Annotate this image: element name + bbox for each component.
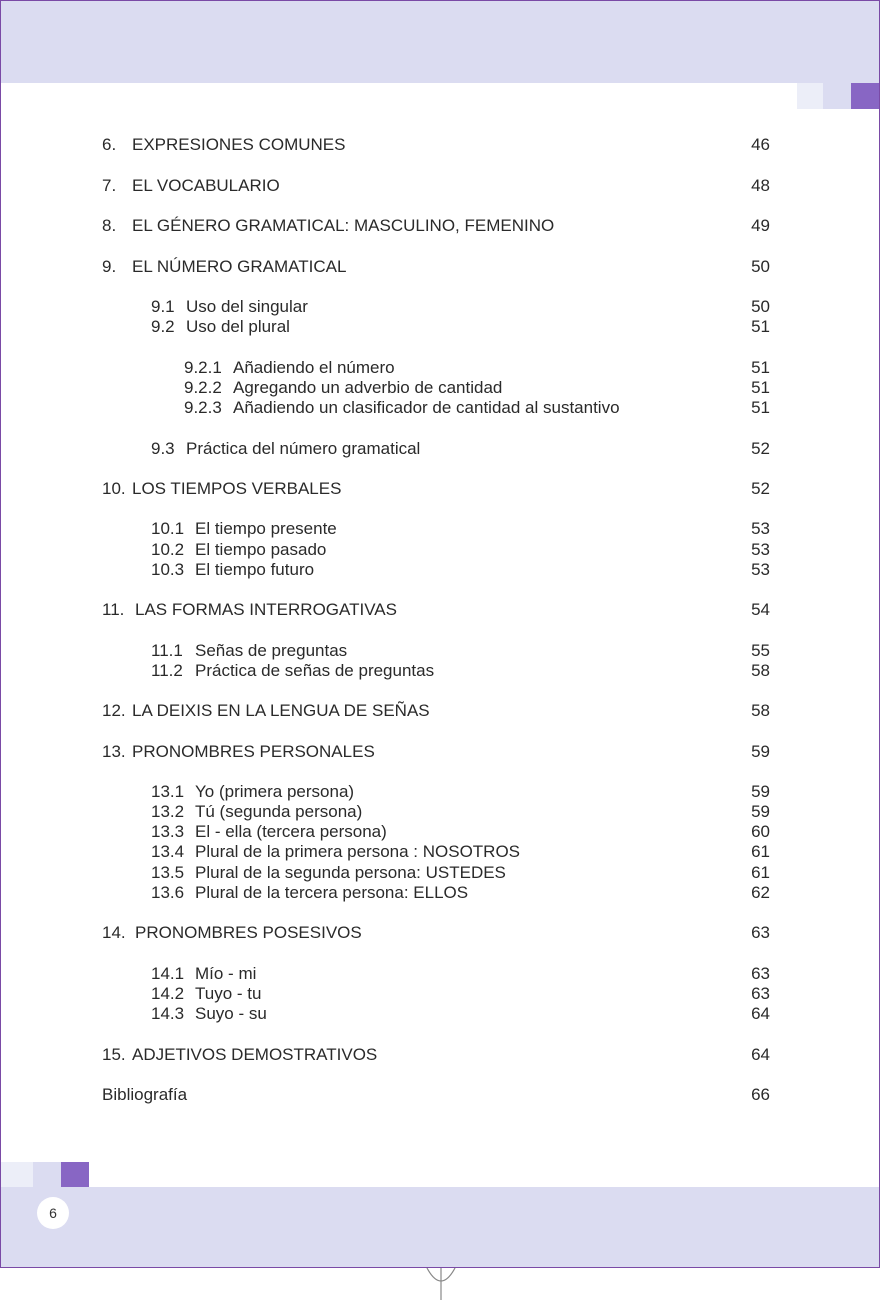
toc-entry-number: 15. bbox=[102, 1045, 126, 1064]
page-number: 6 bbox=[37, 1197, 69, 1229]
toc-entry-number: 12. bbox=[102, 701, 126, 720]
toc-entry bbox=[1, 882, 880, 904]
toc-entry-number: 7. bbox=[102, 176, 117, 195]
toc-entry-number: 9. bbox=[102, 257, 117, 276]
toc-entry-page: 66 bbox=[751, 1085, 770, 1104]
toc-entry-title: El - ella (tercera persona) bbox=[195, 822, 387, 841]
toc-entry-page: 46 bbox=[751, 135, 770, 154]
toc-entry-title: ADJETIVOS DEMOSTRATIVOS bbox=[132, 1045, 378, 1064]
toc-entry-title: Uso del plural bbox=[186, 317, 290, 336]
toc-entry-title: Práctica del número gramatical bbox=[186, 439, 421, 458]
toc-entry bbox=[1, 256, 880, 278]
toc-entry bbox=[1, 397, 880, 419]
toc-entry bbox=[1, 134, 880, 156]
toc-entry-number: 8. bbox=[102, 216, 117, 235]
toc-entry-title: Plural de la tercera persona: ELLOS bbox=[195, 883, 469, 902]
toc-entry-title: LA DEIXIS EN LA LENGUA DE SEÑAS bbox=[132, 701, 430, 720]
toc-entry-number: 9.2.1 bbox=[184, 358, 222, 377]
toc-entry-title: EL VOCABULARIO bbox=[132, 176, 280, 195]
toc-entry-page: 54 bbox=[751, 600, 770, 619]
toc-entry-title: Yo (primera persona) bbox=[195, 782, 355, 801]
toc-entry-number: 13.3 bbox=[151, 822, 185, 841]
toc-entry-title: Tuyo - tu bbox=[195, 984, 262, 1003]
toc-entry bbox=[1, 801, 880, 823]
toc-entry-number: 10.3 bbox=[151, 560, 185, 579]
toc-entry bbox=[1, 296, 880, 318]
toc-entry-number: 6. bbox=[102, 135, 117, 154]
toc-entry-title: PRONOMBRES PERSONALES bbox=[132, 742, 375, 761]
toc-entry bbox=[1, 741, 880, 763]
toc-entry-title: Añadiendo el número bbox=[233, 358, 395, 377]
toc-entry-number: 10.2 bbox=[151, 540, 185, 559]
toc-entry-page: 59 bbox=[751, 802, 770, 821]
toc-entry bbox=[1, 478, 880, 500]
trim-mark-icon bbox=[424, 1268, 458, 1300]
toc-entry-number: 11.2 bbox=[151, 661, 183, 680]
toc-entry-title: Tú (segunda persona) bbox=[195, 802, 363, 821]
toc-entry bbox=[1, 781, 880, 803]
toc-entry bbox=[1, 559, 880, 581]
toc-entry-number: 9.3 bbox=[151, 439, 175, 458]
toc-entry-page: 63 bbox=[751, 964, 770, 983]
toc-entry-number: 13.5 bbox=[151, 863, 185, 882]
toc-entry bbox=[1, 175, 880, 197]
toc-entry-number: 14.1 bbox=[151, 964, 185, 983]
toc-entry-title: PRONOMBRES POSESIVOS bbox=[135, 923, 362, 942]
toc-entry-number: 13.1 bbox=[151, 782, 185, 801]
toc-entry-number: 9.2.3 bbox=[184, 398, 222, 417]
toc-entry-title: Uso del singular bbox=[186, 297, 308, 316]
toc-entry-number: 9.1 bbox=[151, 297, 175, 316]
toc-entry-number: 11. bbox=[102, 600, 125, 619]
footer-deco-square bbox=[33, 1162, 61, 1187]
toc-entry-page: 58 bbox=[751, 701, 770, 720]
toc-entry-title: LAS FORMAS INTERROGATIVAS bbox=[135, 600, 397, 619]
toc-entry-page: 51 bbox=[751, 317, 770, 336]
toc-entry bbox=[1, 660, 880, 682]
toc-entry-page: 64 bbox=[751, 1004, 770, 1023]
toc-entry-page: 52 bbox=[751, 479, 770, 498]
toc-entry-page: 59 bbox=[751, 782, 770, 801]
toc-entry bbox=[1, 640, 880, 662]
toc-entry-page: 55 bbox=[751, 641, 770, 660]
toc-entry-page: 59 bbox=[751, 742, 770, 761]
toc-entry-title: Señas de preguntas bbox=[195, 641, 348, 660]
toc-entry bbox=[1, 438, 880, 460]
toc-entry-page: 51 bbox=[751, 398, 770, 417]
toc-entry-number: 13.2 bbox=[151, 802, 185, 821]
toc-entry bbox=[1, 862, 880, 884]
toc-entry bbox=[1, 841, 880, 863]
toc-entry-title: Añadiendo un clasificador de cantidad al sustantivo bbox=[233, 398, 620, 417]
footer-deco-square bbox=[1, 1162, 33, 1187]
toc-entry bbox=[1, 963, 880, 985]
toc-entry bbox=[1, 518, 880, 540]
toc-entry-page: 61 bbox=[751, 863, 770, 882]
toc-entry-page: 63 bbox=[751, 984, 770, 1003]
toc-entry-number: 11.1 bbox=[151, 641, 183, 660]
toc-entry-page: 53 bbox=[751, 519, 770, 538]
toc-entry-page: 61 bbox=[751, 842, 770, 861]
toc-entry-number: 14.3 bbox=[151, 1004, 185, 1023]
toc-entry bbox=[1, 922, 880, 944]
toc-entry-title: El tiempo presente bbox=[195, 519, 337, 538]
toc-entry-title: Práctica de señas de preguntas bbox=[195, 661, 435, 680]
toc-entry-title: El tiempo futuro bbox=[195, 560, 315, 579]
table-of-contents bbox=[1, 1, 880, 1161]
toc-entry-title: Plural de la primera persona : NOSOTROS bbox=[195, 842, 521, 861]
toc-entry-number: 10.1 bbox=[151, 519, 185, 538]
toc-entry-number: 13.4 bbox=[151, 842, 185, 861]
toc-entry-page: 51 bbox=[751, 378, 770, 397]
toc-entry-page: 64 bbox=[751, 1045, 770, 1064]
toc-entry-title: El tiempo pasado bbox=[195, 540, 327, 559]
toc-entry bbox=[1, 1044, 880, 1066]
toc-entry bbox=[1, 357, 880, 379]
toc-entry bbox=[1, 599, 880, 621]
footer-band bbox=[1, 1187, 880, 1268]
toc-entry-page: 51 bbox=[751, 358, 770, 377]
toc-entry-page: 50 bbox=[751, 297, 770, 316]
toc-entry-number: 14.2 bbox=[151, 984, 185, 1003]
toc-entry bbox=[1, 316, 880, 338]
toc-entry-number: 10. bbox=[102, 479, 126, 498]
toc-entry-title: EXPRESIONES COMUNES bbox=[132, 135, 346, 154]
toc-entry bbox=[1, 539, 880, 561]
toc-entry-title: Mío - mi bbox=[195, 964, 257, 983]
toc-entry-number: 13. bbox=[102, 742, 126, 761]
toc-entry bbox=[1, 1003, 880, 1025]
toc-entry-page: 60 bbox=[751, 822, 770, 841]
toc-entry-page: 62 bbox=[751, 883, 770, 902]
toc-entry-number: 9.2 bbox=[151, 317, 175, 336]
toc-entry-number: 13.6 bbox=[151, 883, 185, 902]
footer-deco-square bbox=[61, 1162, 89, 1187]
toc-entry-title: Agregando un adverbio de cantidad bbox=[233, 378, 503, 397]
toc-entry bbox=[1, 215, 880, 237]
toc-entry-page: 53 bbox=[751, 560, 770, 579]
toc-entry-page: 50 bbox=[751, 257, 770, 276]
toc-entry-number: 9.2.2 bbox=[184, 378, 222, 397]
toc-entry bbox=[1, 1084, 880, 1106]
toc-entry-title: Bibliografía bbox=[102, 1085, 188, 1104]
toc-entry-title: Plural de la segunda persona: USTEDES bbox=[195, 863, 506, 882]
toc-entry-page: 58 bbox=[751, 661, 770, 680]
toc-entry-page: 52 bbox=[751, 439, 770, 458]
toc-entry bbox=[1, 700, 880, 722]
toc-entry bbox=[1, 821, 880, 843]
toc-entry-page: 48 bbox=[751, 176, 770, 195]
toc-entry bbox=[1, 377, 880, 399]
toc-entry-page: 63 bbox=[751, 923, 770, 942]
toc-entry-title: LOS TIEMPOS VERBALES bbox=[132, 479, 342, 498]
toc-entry-title: EL NÚMERO GRAMATICAL bbox=[132, 257, 347, 276]
toc-entry-title: Suyo - su bbox=[195, 1004, 267, 1023]
toc-entry-page: 49 bbox=[751, 216, 770, 235]
toc-entry bbox=[1, 983, 880, 1005]
toc-entry-number: 14. bbox=[102, 923, 126, 942]
toc-entry-page: 53 bbox=[751, 540, 770, 559]
toc-entry-title: EL GÉNERO GRAMATICAL: MASCULINO, FEMENINO bbox=[132, 216, 555, 235]
